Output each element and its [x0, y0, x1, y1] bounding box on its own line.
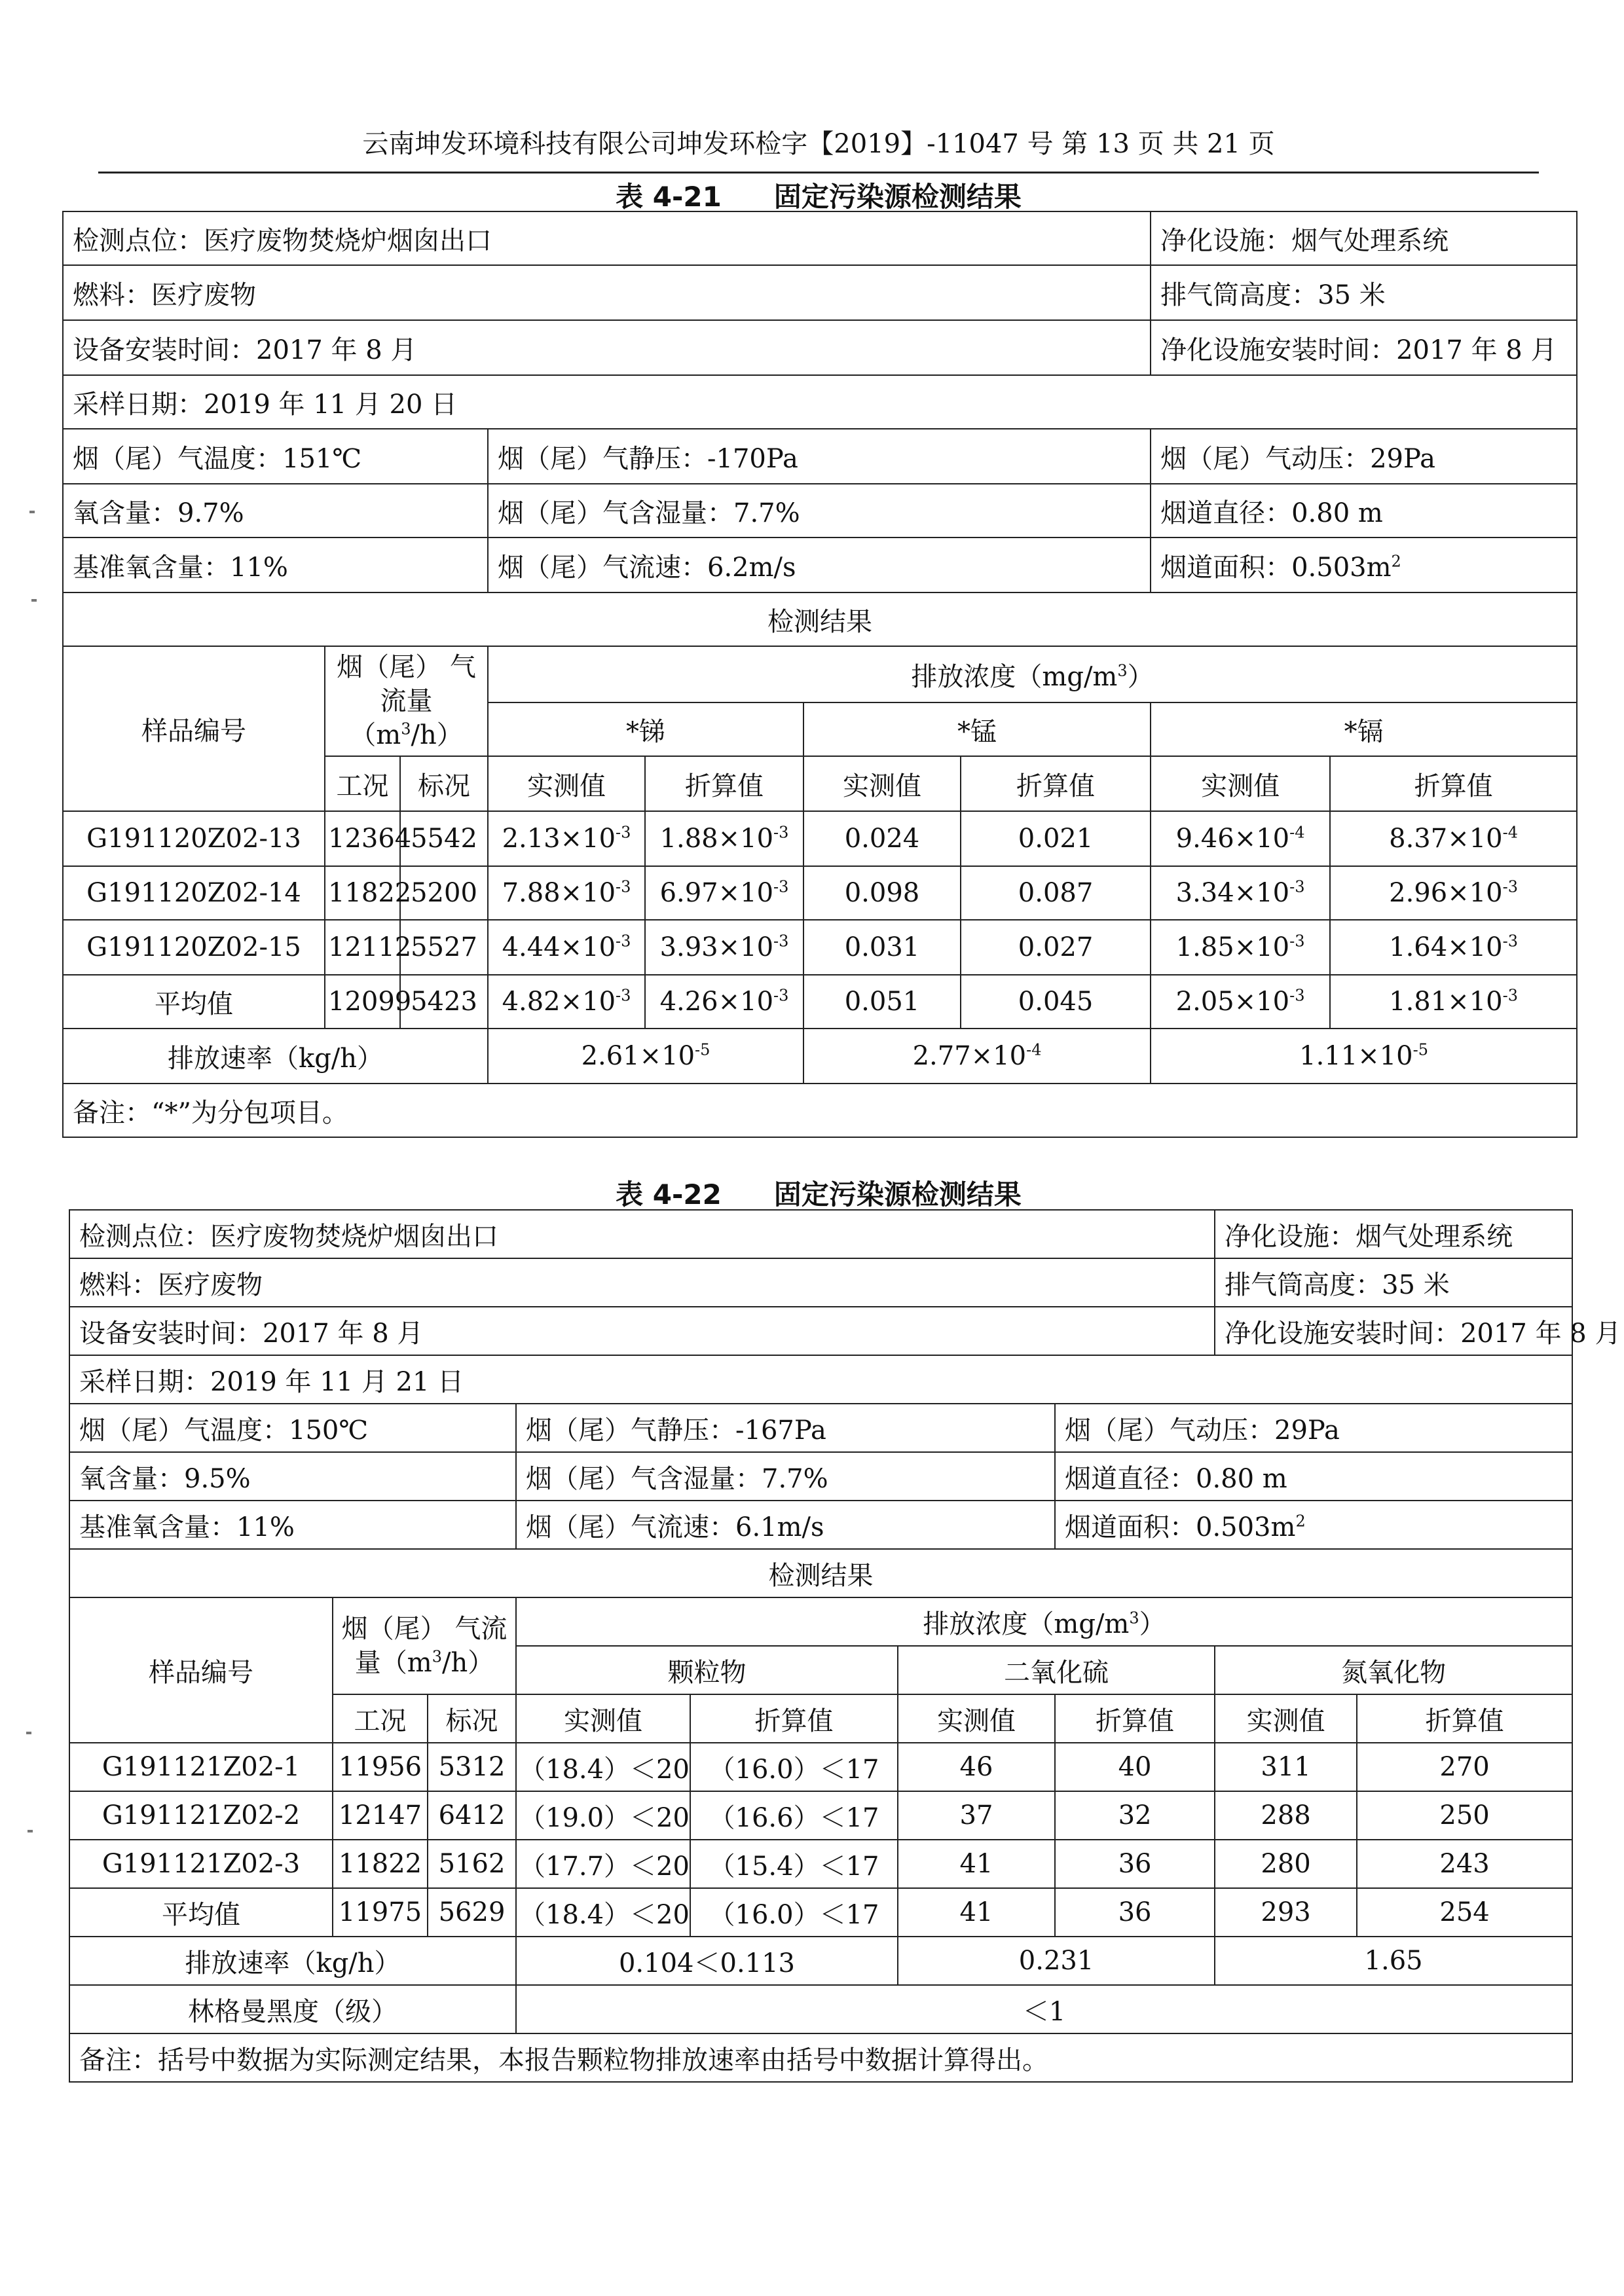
t1-cd-measured	[1151, 920, 1330, 975]
value-exp: -3	[616, 823, 631, 842]
table-row	[63, 866, 1577, 920]
table-row	[69, 1791, 1572, 1840]
table-row	[63, 811, 1577, 866]
value-exp: -4	[1289, 823, 1305, 842]
t2-std-flow: 6412	[428, 1791, 516, 1840]
t2-work-flow: 12147	[333, 1791, 428, 1840]
value-base: 4.26×10	[659, 987, 774, 1017]
value-exp: -3	[1289, 932, 1305, 951]
t1-gas-temp: 烟（尾）气温度：151℃	[63, 429, 488, 484]
t2-sampling-date: 采样日期：2019 年 11 月 21 日	[69, 1355, 1572, 1404]
t2-sub-col: 标况	[428, 1694, 516, 1743]
t2-ringelmann-label: 林格曼黑度（级）	[69, 1985, 516, 2033]
t1-rate-sb	[488, 1029, 803, 1084]
t1-duct-area	[1151, 538, 1577, 592]
table-row	[69, 1840, 1572, 1888]
t1-humidity: 烟（尾）气含湿量：7.7%	[488, 484, 1151, 538]
scan-mark	[31, 599, 37, 602]
t1-facility: 净化设施：烟气处理系统	[1151, 211, 1577, 265]
scan-mark	[29, 511, 35, 513]
t1-install-time: 设备安装时间：2017 年 8 月	[63, 320, 1151, 375]
t2-sample-id: G191121Z02-3	[69, 1840, 333, 1888]
t1-mn-measured: 0.051	[803, 975, 961, 1029]
t1-std-flow: 5200	[400, 866, 488, 920]
t2-sub-col: 折算值	[1055, 1694, 1215, 1743]
t1-rate-label: 排放速率（kg/h）	[63, 1029, 488, 1084]
t2-so2-measured: 41	[898, 1840, 1055, 1888]
t2-pm-converted: （16.6）＜17	[690, 1791, 898, 1840]
t2-std-flow: 5162	[428, 1840, 516, 1888]
value-exp: -3	[616, 986, 631, 1005]
t1-duct-area-sup: 2	[1391, 552, 1401, 571]
t2-sub-col: 实测值	[516, 1694, 690, 1743]
t2-facility-install-time: 净化设施安装时间：2017 年 8 月	[1215, 1307, 1572, 1355]
t1-work-flow: 12364	[325, 811, 400, 866]
t1-std-flow: 5527	[400, 920, 488, 975]
t1-stack-height: 排气筒高度：35 米	[1151, 265, 1577, 320]
t1-sub-col: 标况	[400, 756, 488, 811]
value-exp: -3	[1502, 877, 1519, 896]
t1-col-flow	[325, 646, 488, 756]
t1-sample-id: 平均值	[63, 975, 325, 1029]
t2-work-flow: 11822	[333, 1840, 428, 1888]
t1-rate-mn	[803, 1029, 1151, 1084]
t2-pm-converted: （15.4）＜17	[690, 1840, 898, 1888]
t1-sample-id: G191120Z02-15	[63, 920, 325, 975]
t2-so2-measured: 41	[898, 1888, 1055, 1937]
t1-oxygen: 氧含量：9.7%	[63, 484, 488, 538]
t2-sample-id: G191121Z02-1	[69, 1743, 333, 1791]
scan-mark	[26, 1732, 31, 1734]
t2-col-sample: 样品编号	[69, 1597, 333, 1743]
t1-sub-col: 折算值	[645, 756, 803, 811]
t1-sample-id: G191120Z02-13	[63, 811, 325, 866]
t1-mn-measured: 0.031	[803, 920, 961, 975]
t2-rate-pm: 0.104＜0.113	[516, 1937, 898, 1985]
t2-nox-measured: 288	[1215, 1791, 1357, 1840]
value-exp: -5	[695, 1040, 710, 1059]
t1-col-conc-tail: ）	[1127, 661, 1154, 692]
t2-install-time: 设备安装时间：2017 年 8 月	[69, 1307, 1215, 1355]
t2-nox-converted: 254	[1357, 1888, 1572, 1937]
t1-dynamic-pressure: 烟（尾）气动压：29Pa	[1151, 429, 1577, 484]
page-header: 云南坤发环境科技有限公司坤发环检字【2019】-11047 号 第 13 页 共 21 页	[362, 129, 1275, 159]
value-exp: -3	[773, 986, 789, 1005]
value-base: 2.61×10	[581, 1041, 695, 1071]
t2-humidity: 烟（尾）气含湿量：7.7%	[516, 1452, 1055, 1501]
value-base: 1.11×10	[1299, 1041, 1413, 1071]
t2-duct-area-text: 烟道面积：0.503m	[1065, 1512, 1296, 1542]
value-base: 1.85×10	[1175, 932, 1290, 962]
t1-cd-measured	[1151, 811, 1330, 866]
value-base: 3.34×10	[1175, 878, 1290, 908]
t1-fuel: 燃料：医疗废物	[63, 265, 1151, 320]
t1-cd-converted	[1330, 811, 1577, 866]
t1-std-flow: 5542	[400, 811, 488, 866]
t1-cd-converted	[1330, 866, 1577, 920]
t2-col-flow	[333, 1597, 516, 1694]
t2-pm-measured: （18.4）＜20	[516, 1743, 690, 1791]
t2-duct-diameter: 烟道直径：0.80 m	[1055, 1452, 1572, 1501]
t2-flow-speed: 烟（尾）气流速：6.1m/s	[516, 1501, 1055, 1549]
t1-sub-col: 折算值	[1330, 756, 1577, 811]
t1-facility-install-time: 净化设施安装时间：2017 年 8 月	[1151, 320, 1577, 375]
t2-ref-oxygen: 基准氧含量：11%	[69, 1501, 516, 1549]
t1-static-pressure: 烟（尾）气静压：-170Pa	[488, 429, 1151, 484]
t2-col-conc	[516, 1597, 1572, 1646]
t1-work-flow: 12112	[325, 920, 400, 975]
table2-label: 表 4-22	[616, 1178, 722, 1211]
table1	[62, 211, 1578, 1138]
t1-sampling-date: 采样日期：2019 年 11 月 20 日	[63, 375, 1577, 429]
t2-dynamic-pressure: 烟（尾）气动压：29Pa	[1055, 1404, 1572, 1452]
t2-ringelmann-value: ＜1	[516, 1985, 1572, 2033]
t1-work-flow: 12099	[325, 975, 400, 1029]
t1-flow-speed: 烟（尾）气流速：6.2m/s	[488, 538, 1151, 592]
t2-pollutant-nox: 氮氧化物	[1215, 1646, 1572, 1694]
t2-nox-measured: 311	[1215, 1743, 1357, 1791]
t1-col-flow-tail: /h）	[411, 720, 463, 750]
value-exp: -3	[1502, 986, 1519, 1005]
t1-col-conc-text: 排放浓度（mg/m	[911, 661, 1118, 692]
t1-pollutant-sb: *锑	[488, 702, 803, 756]
t2-sample-id: 平均值	[69, 1888, 333, 1937]
scan-mark	[28, 1830, 33, 1832]
t1-std-flow: 5423	[400, 975, 488, 1029]
value-base: 1.64×10	[1389, 932, 1503, 962]
value-exp: -3	[773, 823, 789, 842]
t1-ref-oxygen: 基准氧含量：11%	[63, 538, 488, 592]
t1-col-flow-sup: 3	[401, 720, 411, 738]
t1-duct-diameter: 烟道直径：0.80 m	[1151, 484, 1577, 538]
t1-results-title: 检测结果	[63, 592, 1577, 646]
t1-col-conc	[488, 646, 1577, 702]
value-base: 3.93×10	[659, 932, 774, 962]
t2-pollutant-so2: 二氧化硫	[898, 1646, 1215, 1694]
value-exp: -4	[1502, 823, 1519, 842]
t1-point: 检测点位：医疗废物焚烧炉烟囱出口	[63, 211, 1151, 265]
t2-pollutant-pm: 颗粒物	[516, 1646, 898, 1694]
table-row	[69, 1743, 1572, 1791]
t2-std-flow: 5312	[428, 1743, 516, 1791]
value-base: 8.37×10	[1389, 824, 1503, 854]
t2-nox-converted: 243	[1357, 1840, 1572, 1888]
value-base: 4.82×10	[502, 987, 616, 1017]
table-row	[63, 920, 1577, 975]
t1-col-flow-text: 烟（尾） 气流量（m	[337, 652, 476, 750]
t2-work-flow: 11975	[333, 1888, 428, 1937]
t1-sub-col: 折算值	[961, 756, 1151, 811]
t2-facility: 净化设施：烟气处理系统	[1215, 1210, 1572, 1258]
t1-pollutant-mn: *锰	[803, 702, 1151, 756]
t2-fuel: 燃料：医疗废物	[69, 1258, 1215, 1307]
t2-so2-converted: 32	[1055, 1791, 1215, 1840]
t2-duct-area	[1055, 1501, 1572, 1549]
t1-sub-col: 实测值	[488, 756, 645, 811]
t2-results-title: 检测结果	[69, 1549, 1572, 1597]
t2-pm-measured: （18.4）＜20	[516, 1888, 690, 1937]
t1-pollutant-cd: *镉	[1151, 702, 1577, 756]
t1-cd-converted	[1330, 920, 1577, 975]
t2-pm-measured: （19.0）＜20	[516, 1791, 690, 1840]
t2-rate-so2: 0.231	[898, 1937, 1215, 1985]
t1-sb-measured	[488, 866, 645, 920]
t1-col-conc-sup: 3	[1117, 661, 1128, 680]
t1-mn-converted: 0.087	[961, 866, 1151, 920]
t1-sb-converted	[645, 920, 803, 975]
t2-point: 检测点位：医疗废物焚烧炉烟囱出口	[69, 1210, 1215, 1258]
t1-sb-measured	[488, 975, 645, 1029]
value-exp: -3	[616, 932, 631, 951]
value-base: 2.13×10	[502, 824, 616, 854]
t1-mn-converted: 0.021	[961, 811, 1151, 866]
t2-pm-converted: （16.0）＜17	[690, 1888, 898, 1937]
value-exp: -3	[773, 932, 789, 951]
t1-sb-converted	[645, 866, 803, 920]
t2-nox-measured: 293	[1215, 1888, 1357, 1937]
value-base: 2.77×10	[912, 1041, 1027, 1071]
t2-col-flow-tail: /h）	[441, 1648, 494, 1678]
t2-duct-area-sup: 2	[1295, 1512, 1306, 1531]
t2-sample-id: G191121Z02-2	[69, 1791, 333, 1840]
t2-so2-converted: 36	[1055, 1888, 1215, 1937]
t2-col-conc-text: 排放浓度（mg/m	[923, 1609, 1130, 1639]
t1-mn-measured: 0.024	[803, 811, 961, 866]
t1-sb-converted	[645, 975, 803, 1029]
header-divider	[98, 172, 1539, 173]
t2-col-conc-tail: ）	[1139, 1609, 1166, 1639]
value-base: 9.46×10	[1175, 824, 1290, 854]
t2-so2-converted: 40	[1055, 1743, 1215, 1791]
t2-col-flow-sup: 3	[432, 1647, 442, 1666]
t2-oxygen: 氧含量：9.5%	[69, 1452, 516, 1501]
t1-sub-col: 实测值	[803, 756, 961, 811]
t2-col-conc-sup: 3	[1129, 1609, 1139, 1628]
value-exp: -3	[1289, 877, 1305, 896]
t1-mn-converted: 0.045	[961, 975, 1151, 1029]
t2-sub-col: 折算值	[1357, 1694, 1572, 1743]
t2-pm-measured: （17.7）＜20	[516, 1840, 690, 1888]
t1-sb-converted	[645, 811, 803, 866]
t2-stack-height: 排气筒高度：35 米	[1215, 1258, 1572, 1307]
t2-gas-temp: 烟（尾）气温度：150℃	[69, 1404, 516, 1452]
value-base: 2.96×10	[1389, 878, 1503, 908]
table-row	[69, 1888, 1572, 1937]
t1-sb-measured	[488, 920, 645, 975]
table1-label: 表 4-21	[616, 181, 722, 213]
t2-sub-col: 实测值	[898, 1694, 1055, 1743]
t2-rate-nox: 1.65	[1215, 1937, 1572, 1985]
t2-sub-col: 折算值	[690, 1694, 898, 1743]
t1-col-sample: 样品编号	[63, 646, 325, 811]
t1-cd-measured	[1151, 975, 1330, 1029]
t2-nox-converted: 270	[1357, 1743, 1572, 1791]
value-base: 2.05×10	[1175, 987, 1290, 1017]
value-exp: -5	[1412, 1040, 1429, 1059]
t1-rate-cd	[1151, 1029, 1577, 1084]
t1-sub-col: 工况	[325, 756, 400, 811]
t2-so2-measured: 37	[898, 1791, 1055, 1840]
t2-so2-measured: 46	[898, 1743, 1055, 1791]
table2-caption	[65, 1173, 1572, 1212]
value-base: 1.81×10	[1389, 987, 1503, 1017]
t1-cd-converted	[1330, 975, 1577, 1029]
t2-note: 备注：括号中数据为实际测定结果，本报告颗粒物排放速率由括号中数据计算得出。	[69, 2033, 1572, 2082]
t1-work-flow: 11822	[325, 866, 400, 920]
value-exp: -3	[616, 877, 631, 896]
t1-duct-area-text: 烟道面积：0.503m	[1160, 552, 1392, 583]
t2-rate-label: 排放速率（kg/h）	[69, 1937, 516, 1985]
value-base: 4.44×10	[502, 932, 616, 962]
t1-note: 备注：“*”为分包项目。	[63, 1084, 1577, 1137]
t2-static-pressure: 烟（尾）气静压：-167Pa	[516, 1404, 1055, 1452]
t1-sb-measured	[488, 811, 645, 866]
table-row	[63, 975, 1577, 1029]
t2-nox-measured: 280	[1215, 1840, 1357, 1888]
table1-title: 固定污染源检测结果	[773, 181, 1022, 213]
value-exp: -3	[1502, 932, 1519, 951]
value-exp: -3	[1289, 986, 1305, 1005]
t1-cd-measured	[1151, 866, 1330, 920]
table2	[69, 1209, 1621, 2083]
table2-title: 固定污染源检测结果	[773, 1178, 1022, 1211]
t2-pm-converted: （16.0）＜17	[690, 1743, 898, 1791]
value-exp: -4	[1026, 1040, 1042, 1059]
value-base: 1.88×10	[659, 824, 774, 854]
t1-mn-measured: 0.098	[803, 866, 961, 920]
t2-so2-converted: 36	[1055, 1840, 1215, 1888]
table1-caption	[65, 175, 1572, 215]
t1-sample-id: G191120Z02-14	[63, 866, 325, 920]
t1-mn-converted: 0.027	[961, 920, 1151, 975]
t2-work-flow: 11956	[333, 1743, 428, 1791]
t2-std-flow: 5629	[428, 1888, 516, 1937]
value-exp: -3	[773, 877, 789, 896]
t1-sub-col: 实测值	[1151, 756, 1330, 811]
value-base: 6.97×10	[659, 878, 774, 908]
value-base: 7.88×10	[502, 878, 616, 908]
t2-sub-col: 实测值	[1215, 1694, 1357, 1743]
t2-nox-converted: 250	[1357, 1791, 1572, 1840]
t2-sub-col: 工况	[333, 1694, 428, 1743]
t2-col-flow-text: 烟（尾） 气流量（m	[341, 1614, 507, 1678]
